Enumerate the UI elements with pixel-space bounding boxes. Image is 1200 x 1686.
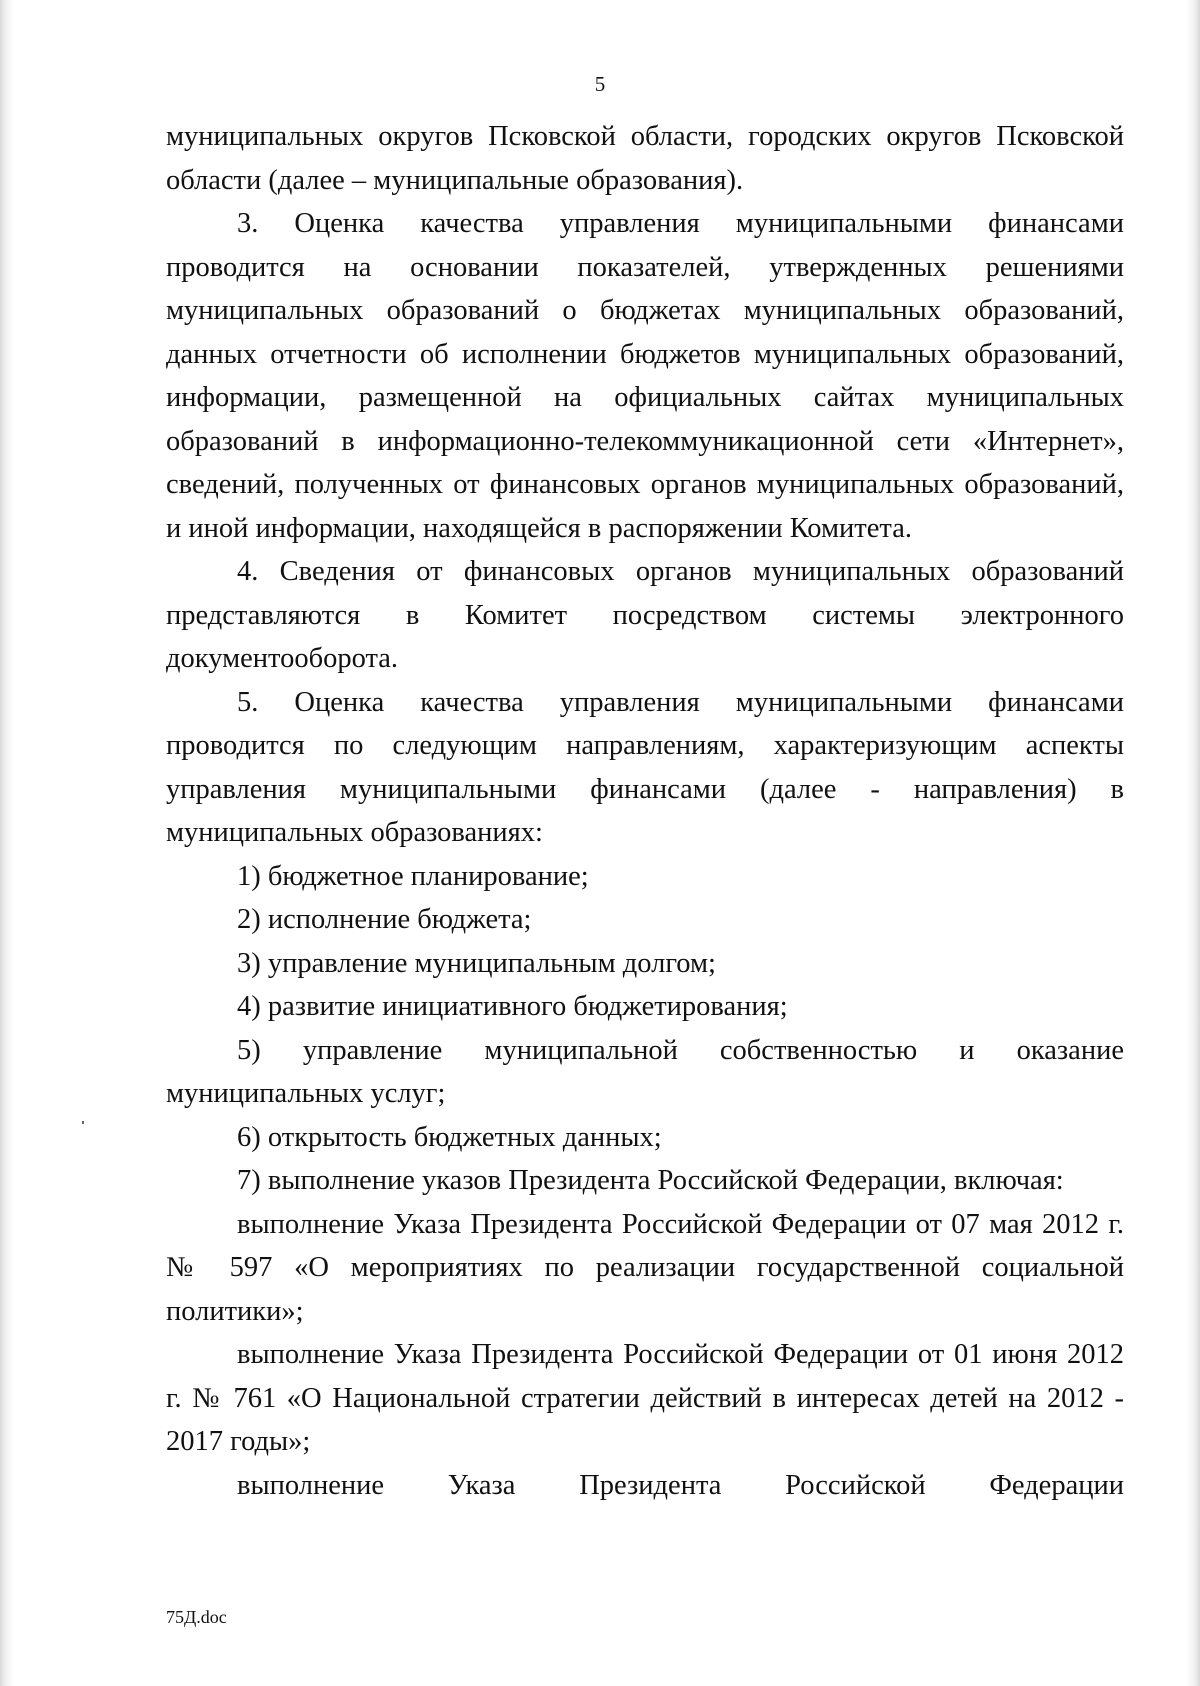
paragraph-item-3: 3. Оценка качества управления муниципальными финансами проводится на основании показателей, утвержденных решениями муниципальных образований о бюджетах муниципальных образований, данных отчетности об исполнении бюджетов муниципальных образований, информации, размещенной на официальных сайтах муниципальных образований в информационно-телекоммуникационной сети «Интернет», сведений, полученных от финансовых органов муниципальных образований, и иной информации, находящейся в распоряжении Комитета. xyxy=(166,208,1124,544)
document-body xyxy=(166,115,1124,1507)
decree-597-item: выполнение Указа Президента Российской Федерации от 07 мая 2012 г. № 597 «О мероприятиях по реализации государственной социальной политики»; xyxy=(166,1208,1124,1327)
page-number: 5 xyxy=(594,72,606,96)
footer-filename: 75Д.doc xyxy=(166,1607,227,1627)
scan-edge-left xyxy=(0,0,14,1686)
decree-761-item: выполнение Указа Президента Российской Федерации от 01 июня 2012 г. № 761 «О Национальной стратегии действий в интересах детей на 2012 - 2017 годы»; xyxy=(166,1339,1124,1457)
paragraph-item-5: 5. Оценка качества управления муниципальными финансами проводится по следующим направлениям, характеризующим аспекты управления муниципальными финансами (далее - направления) в муниципальных образованиях: xyxy=(166,686,1124,848)
scan-speck xyxy=(82,1121,84,1124)
list-item-7: 7) выполнение указов Президента Российской Федерации, включая: xyxy=(237,1165,1064,1196)
scan-edge-right xyxy=(1186,0,1200,1686)
list-item-6: 6) открытость бюджетных данных; xyxy=(237,1121,662,1153)
list-item-5: 5) управление муниципальной собственностью и оказание муниципальных услуг; xyxy=(166,1034,1124,1109)
list-item-3: 3) управление муниципальным долгом; xyxy=(237,947,716,979)
paragraph-item-4: 4. Сведения от финансовых органов муниципальных образований представляются в Комитет посредством системы электронного документооборота. xyxy=(166,556,1124,674)
list-item-4: 4) развитие инициативного бюджетирования; xyxy=(237,991,788,1022)
list-item-2: 2) исполнение бюджета; xyxy=(237,904,532,935)
decree-item-continued: выполнение Указа Президента Российской Федерации xyxy=(237,1469,1124,1501)
paragraph-continuation: муниципальных округов Псковской области, городских округов Псковской области (далее – муниципальные образования). xyxy=(166,121,1124,196)
list-item-1: 1) бюджетное планирование; xyxy=(237,860,589,892)
